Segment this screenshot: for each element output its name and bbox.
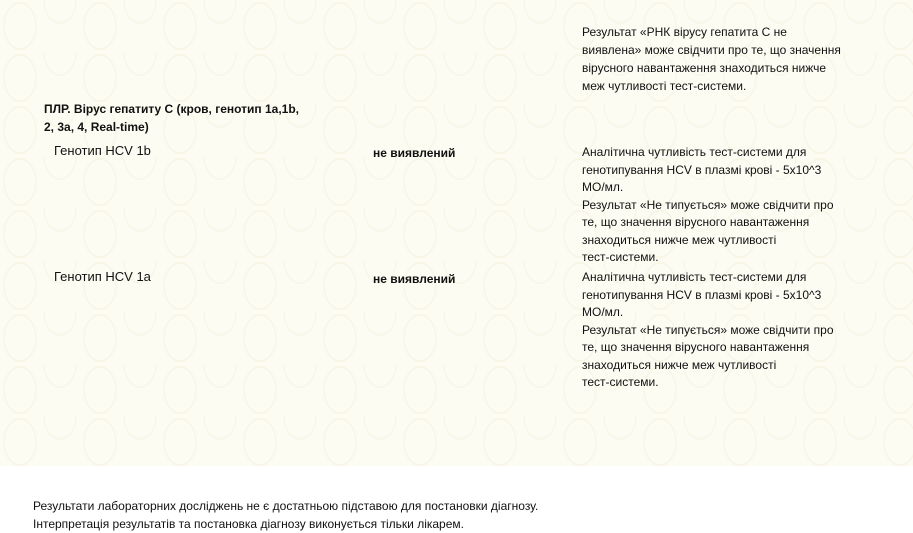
genotype-name: Генотип HCV 1a xyxy=(54,269,151,284)
report-footer xyxy=(0,466,913,531)
genotype-result: не виявлений xyxy=(373,146,456,160)
genotype-name: Генотип HCV 1b xyxy=(54,143,151,158)
disclaimer-line-2: Інтерпретація результатів та постановка діагнозу виконується тільки лікарем. xyxy=(33,517,464,531)
genotype-result: не виявлений xyxy=(373,272,456,286)
genotype-comment: Аналітична чутливість тест-системи для генотипування HCV в плазмі крові - 5x10^3 МО/мл. Результат «Не типується» може свідчити про те, що значення вірусного навантаження знаходиться нижче меж чутливості тест-системи. xyxy=(582,145,834,264)
rna-result-note: Результат «РНК вірусу гепатита С не виявлена» може свідчити про те, що значення вірусного навантаження знаходиться нижче меж чутливості тест-системи. xyxy=(582,25,841,93)
test-title: ПЛР. Вірус гепатиту С (кров, генотип 1a,1b, 2, 3a, 4, Real-time) xyxy=(44,102,300,134)
disclaimer-line-1: Результати лабораторних досліджень не є достатньою підставою для постановки діагнозу. xyxy=(33,499,539,513)
genotype-comment: Аналітична чутливість тест-системи для генотипування HCV в плазмі крові - 5x10^3 МО/мл. Результат «Не типується» може свідчити про те, що значення вірусного навантаження знаходиться нижче меж чутливості тест-системи. xyxy=(582,270,834,389)
